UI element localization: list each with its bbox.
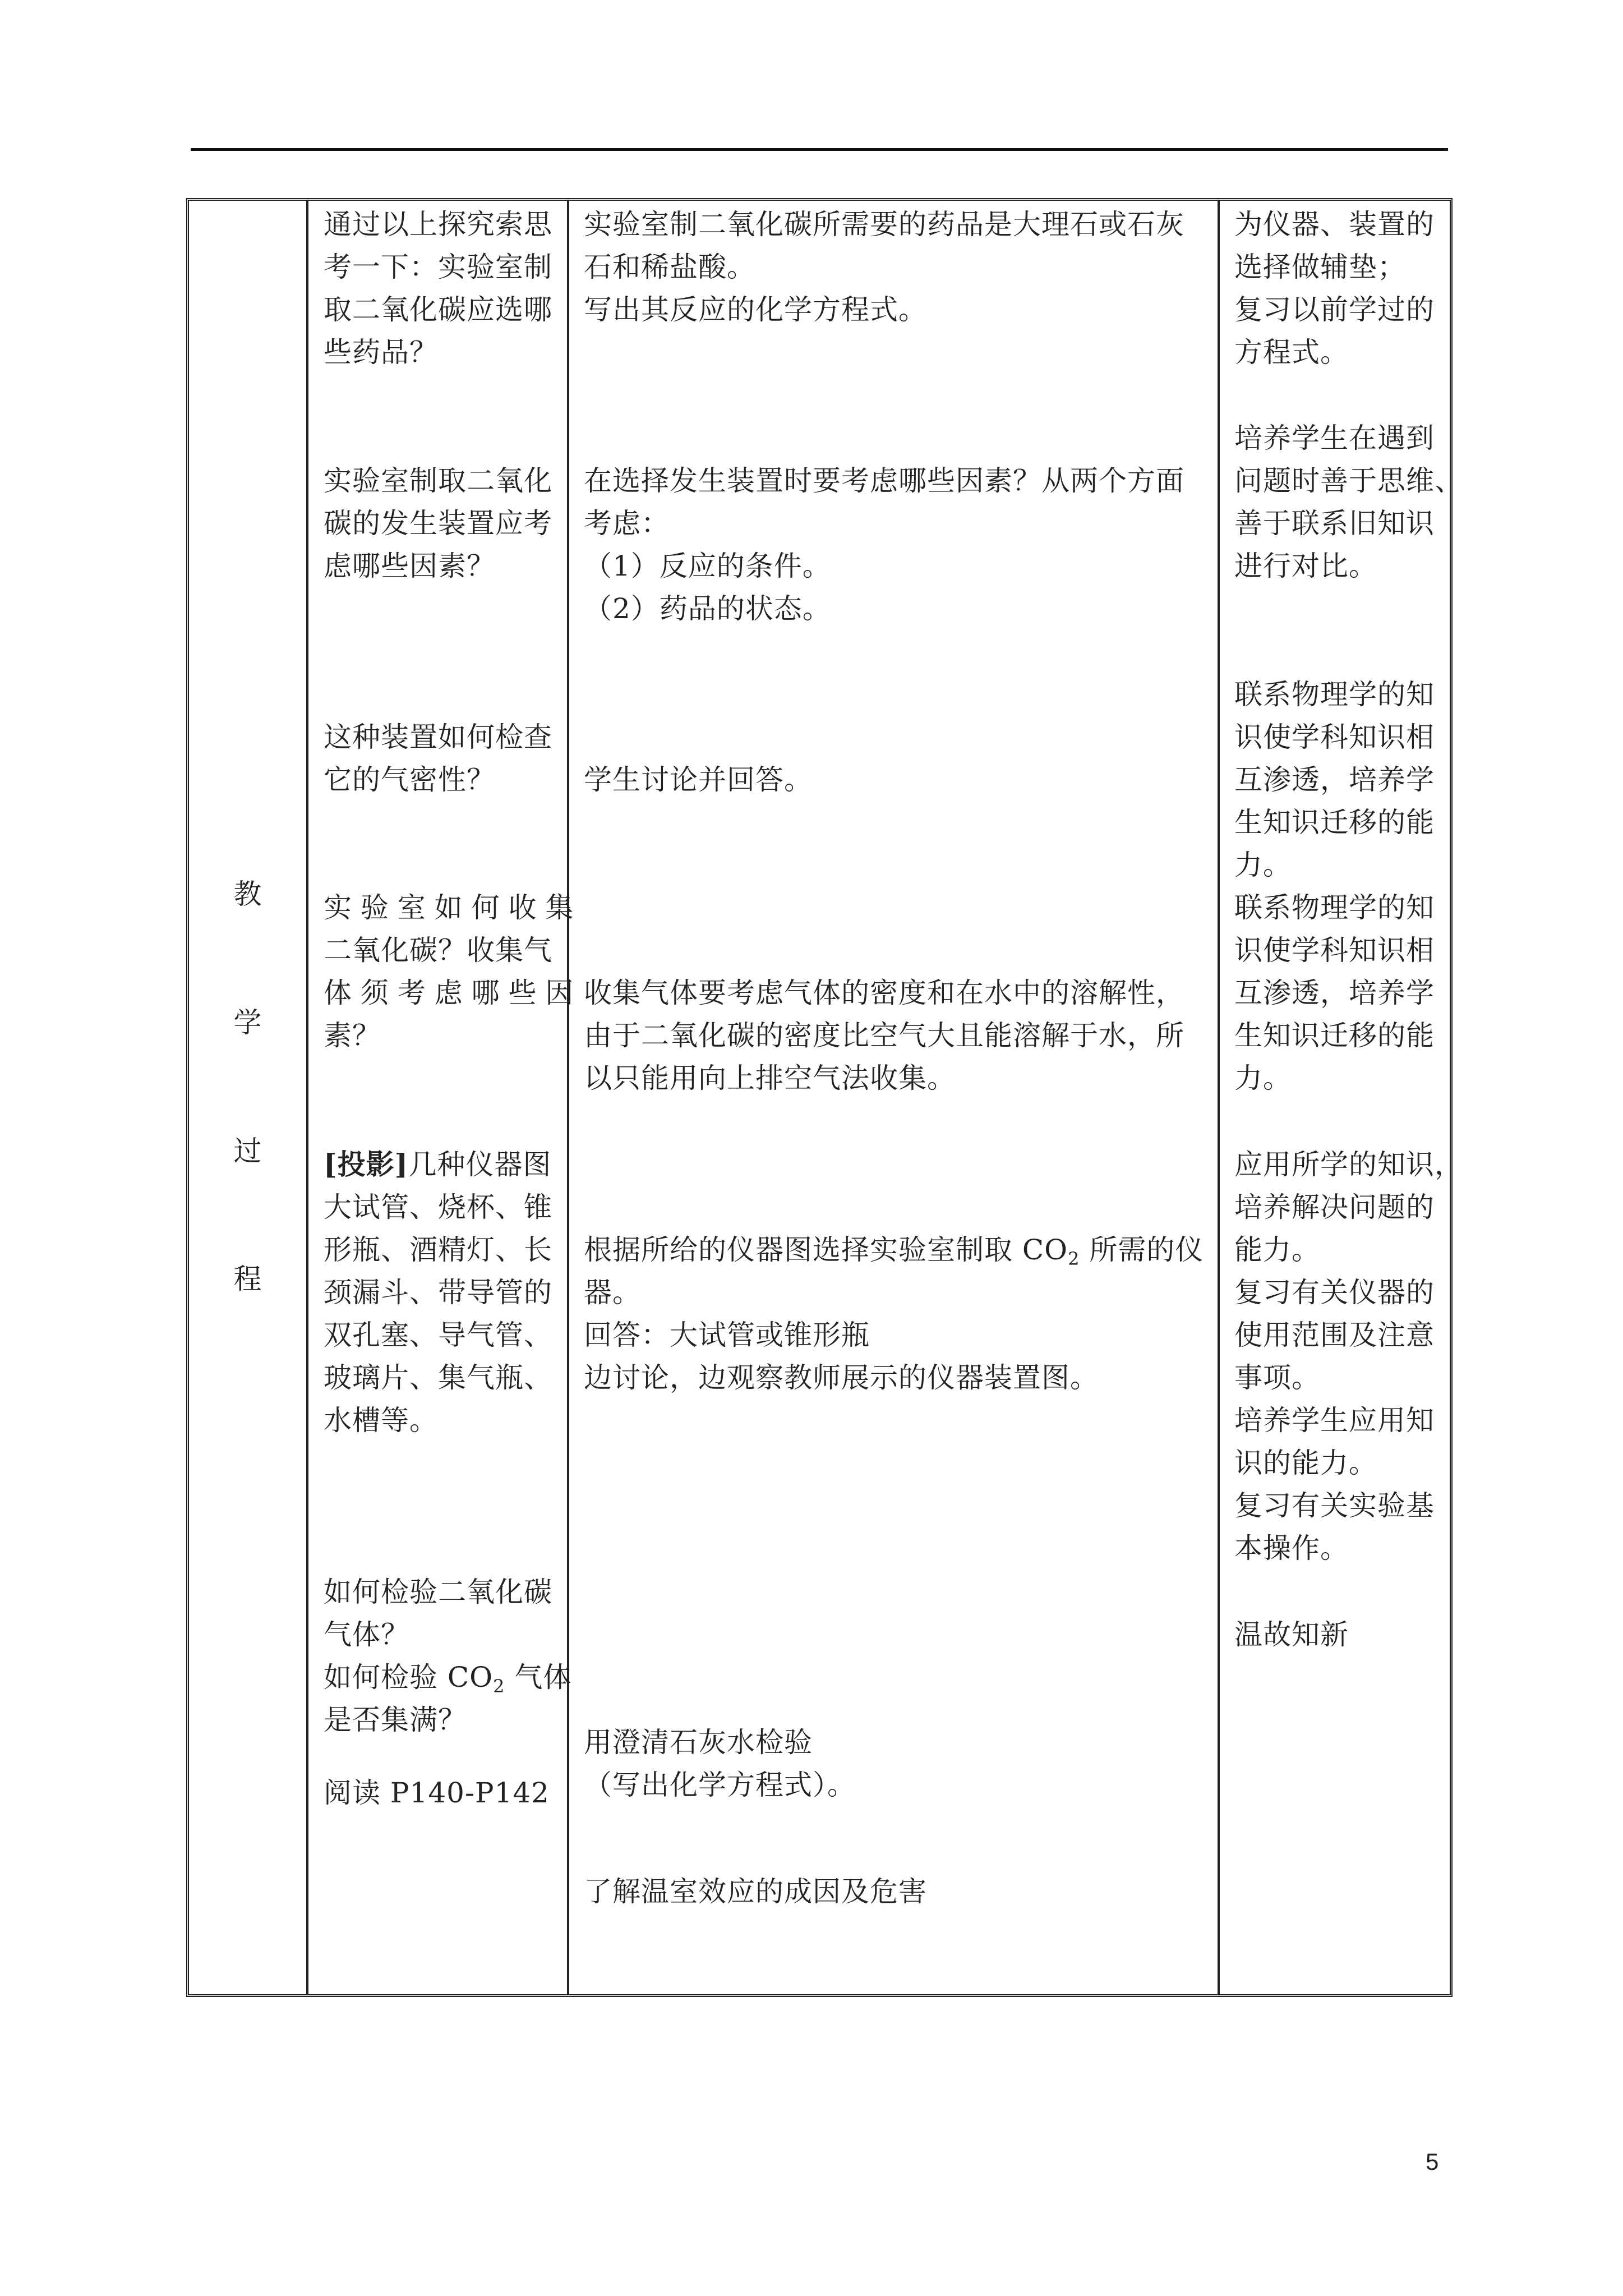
activity-text: 根据所给的仪器图选择实验室制取 CO [584, 1234, 1068, 1266]
intent-line: 复习以前学过的 [1234, 293, 1435, 326]
activity-line: 器。 [584, 1276, 641, 1309]
question-line: 素？ [324, 1019, 381, 1052]
question-line: 双孔塞、导气管、 [324, 1319, 552, 1351]
question-line: 如何检验二氧化碳 [324, 1576, 552, 1608]
question-line: 实 验 室 如 何 收 集 [324, 891, 574, 924]
intent-line: 培养解决问题的 [1234, 1191, 1435, 1223]
intent-line: 培养学生在遇到 [1234, 422, 1435, 454]
intent-line: 为仪器、装置的 [1234, 208, 1435, 241]
activity-line: （2）药品的状态。 [584, 592, 831, 625]
intent-line: 问题时善于思维、 [1234, 464, 1463, 497]
intent-line: 使用范围及注意 [1234, 1319, 1435, 1351]
intent-line: 善于联系旧知识 [1234, 507, 1435, 540]
intent-line: 互渗透，培养学 [1234, 763, 1435, 796]
intent-line: 识使学科知识相 [1234, 934, 1435, 967]
question-line: 虑哪些因素？ [324, 550, 495, 582]
intent-line: 能力。 [1234, 1234, 1320, 1266]
question-line: 阅读 P140-P142 [324, 1777, 550, 1809]
activity-line: （1）反应的条件。 [584, 550, 831, 582]
activity-line: 边讨论，边观察教师展示的仪器装置图。 [584, 1361, 1099, 1394]
stage-char: 过 [233, 1135, 262, 1167]
question-line: 体 须 考 虑 哪 些 因 [324, 977, 574, 1009]
question-line: 它的气密性？ [324, 763, 495, 796]
activity-line: 实验室制二氧化碳所需要的药品是大理石或石灰 [584, 208, 1184, 241]
subscript: 2 [493, 1676, 505, 1697]
question-line: 形瓶、酒精灯、长 [324, 1234, 552, 1266]
intent-line: 力。 [1234, 849, 1292, 881]
question-line: 水槽等。 [324, 1404, 438, 1437]
subscript: 2 [1068, 1248, 1080, 1269]
teacher-column [308, 201, 574, 1994]
header-rule [191, 148, 1448, 151]
question-line: 些药品？ [324, 336, 438, 369]
projection-tag: [投影] [324, 1148, 409, 1181]
activity-line: 回答：大试管或锥形瓶 [584, 1319, 870, 1351]
activity-line: 写出其反应的化学方程式。 [584, 293, 927, 326]
intent-line: 联系物理学的知 [1234, 678, 1435, 711]
question-line: 通过以上探究索思 [324, 208, 552, 241]
activity-line: 学生讨论并回答。 [584, 763, 813, 796]
question-line: 是否集满？ [324, 1704, 467, 1736]
question-text: 如何检验 CO [324, 1661, 494, 1694]
lesson-table [186, 198, 1463, 1997]
activity-text: 所需的仪 [1080, 1234, 1204, 1266]
activity-line: 石和稀盐酸。 [584, 251, 755, 283]
intent-line: 力。 [1234, 1062, 1292, 1094]
question-line: 考一下：实验室制 [324, 251, 552, 283]
intent-line: 事项。 [1234, 1361, 1320, 1394]
question-line: 实验室制取二氧化 [324, 464, 552, 497]
intent-line: 联系物理学的知 [1234, 891, 1435, 924]
question-line: 碳的发生装置应考 [324, 507, 552, 540]
question-text: 气体 [505, 1661, 572, 1694]
intent-column [1220, 201, 1463, 1994]
question-line: 气体？ [324, 1618, 409, 1651]
stage-column [189, 201, 308, 1994]
intent-line: 互渗透，培养学 [1234, 977, 1435, 1009]
student-column [569, 201, 1220, 1994]
activity-line [584, 1228, 1204, 1280]
intent-line: 生知识迁移的能 [1234, 806, 1435, 839]
activity-line: 以只能用向上排空气法收集。 [584, 1062, 956, 1094]
question-line: 玻璃片、集气瓶、 [324, 1361, 552, 1394]
stage-char: 程 [233, 1263, 262, 1295]
activity-line: 在选择发生装置时要考虑哪些因素？从两个方面 [584, 464, 1184, 497]
question-line: 取二氧化碳应选哪 [324, 293, 552, 326]
question-line: 大试管、烧杯、锥 [324, 1191, 552, 1223]
intent-line: 复习有关实验基 [1234, 1489, 1435, 1522]
question-line [324, 1143, 551, 1186]
intent-line: 选择做辅垫； [1234, 251, 1406, 283]
stage-char: 教 [233, 878, 262, 910]
activity-line: 了解温室效应的成因及危害 [584, 1875, 927, 1908]
intent-line: 培养学生应用知 [1234, 1404, 1435, 1437]
stage-char: 学 [233, 1006, 262, 1039]
question-line: 二氧化碳？收集气 [324, 934, 552, 967]
intent-line: 识使学科知识相 [1234, 721, 1435, 753]
page-number: 5 [1426, 2148, 1439, 2175]
intent-line: 本操作。 [1234, 1532, 1349, 1565]
intent-line: 应用所学的知识， [1234, 1148, 1463, 1181]
intent-line: 温故知新 [1234, 1618, 1349, 1651]
activity-line: 由于二氧化碳的密度比空气大且能溶解于水，所 [584, 1019, 1184, 1052]
activity-line: 用澄清石灰水检验 [584, 1726, 813, 1759]
question-line: 这种装置如何检查 [324, 721, 552, 753]
activity-line: 考虑： [584, 507, 670, 540]
intent-line: 进行对比。 [1234, 550, 1377, 582]
intent-line: 方程式。 [1234, 336, 1349, 369]
projection-text: 几种仪器图 [408, 1148, 552, 1181]
activity-line: 收集气体要考虑气体的密度和在水中的溶解性， [584, 977, 1184, 1009]
intent-line: 识的能力。 [1234, 1447, 1377, 1479]
intent-line: 复习有关仪器的 [1234, 1276, 1435, 1309]
intent-line: 生知识迁移的能 [1234, 1019, 1435, 1052]
activity-line: （写出化学方程式）。 [584, 1769, 856, 1801]
question-line: 颈漏斗、带导管的 [324, 1276, 552, 1309]
